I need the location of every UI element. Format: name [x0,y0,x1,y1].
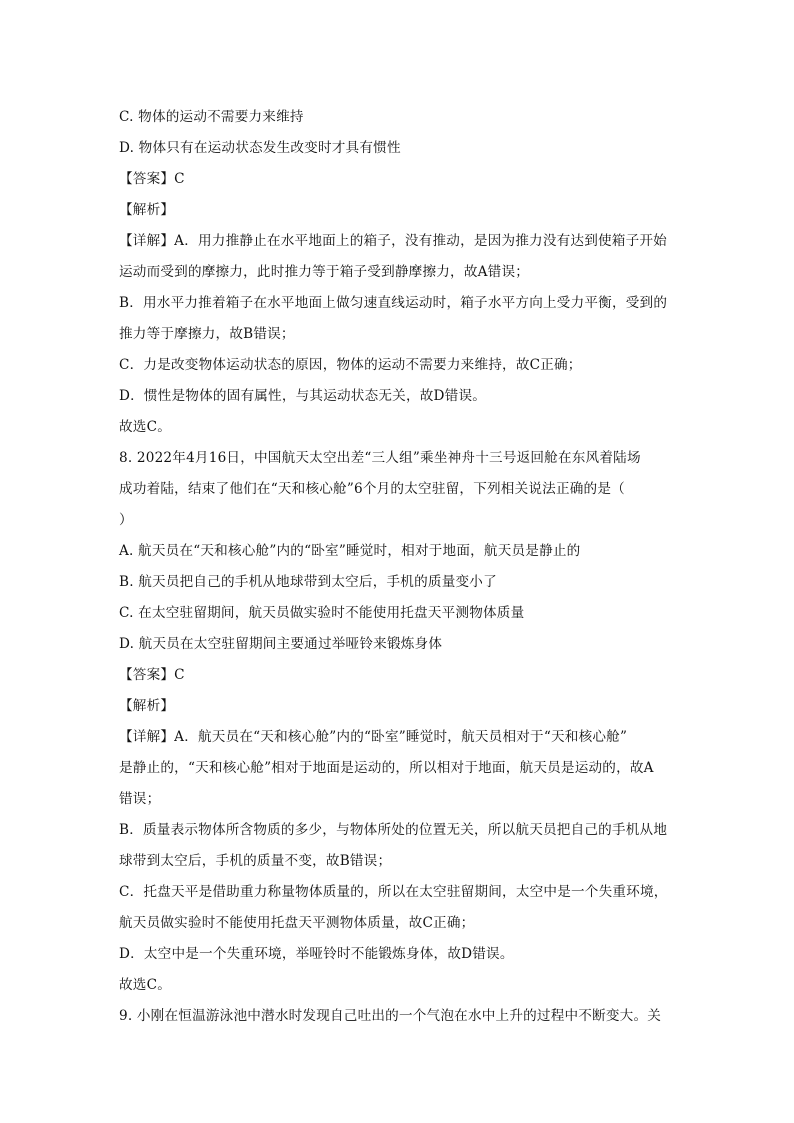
explanation-line: B．质量表示物体所含物质的多少，与物体所处的位置无关，所以航天员把自己的手机从地 [119,822,668,838]
explanation-line: 是静止的，“天和核心舱”相对于地面是运动的，所以相对于地面，航天员是运动的，故A [119,760,654,776]
explanation-line: 推力等于摩擦力，故B错误； [119,326,295,342]
question-8-line: 成功着陆，结束了他们在“天和核心舱”6个月的太空驻留，下列相关说法正确的是（ [119,481,625,497]
explanation-line: C．托盘天平是借助重力称量物体质量的，所以在太空驻留期间，太空中是一个失重环境， [119,884,668,900]
option-c-line: C. 物体的运动不需要力来维持 [119,109,304,125]
question-8-line: ） [119,512,133,528]
conclusion-line: 故选C。 [119,977,171,993]
question-8-line: 8. 2022年4月16日，中国航天太空出差“三人组”乘坐神舟十三号返回舱在东风着陆场 [119,450,641,466]
answer-line: 【答案】C [119,171,185,187]
analysis-heading: 【解析】 [119,202,175,218]
option-a-line: A. 航天员在“天和核心舱”内的“卧室”睡觉时，相对于地面，航天员是静止的 [119,543,581,559]
explanation-line: 【详解】A．用力推静止在水平地面上的箱子，没有推动，是因为推力没有达到使箱子开始 [119,233,667,249]
explanation-line: B．用水平力推着箱子在水平地面上做匀速直线运动时，箱子水平方向上受力平衡，受到的 [119,295,668,311]
option-b-line: B. 航天员把自己的手机从地球带到太空后，手机的质量变小了 [119,574,497,590]
explanation-line: D．惯性是物体的固有属性，与其运动状态无关，故D错误。 [119,388,487,404]
option-c-line: C. 在太空驻留期间，航天员做实验时不能使用托盘天平测物体质量 [119,605,525,621]
document-page [119,102,681,1032]
answer-line: 【答案】C [119,667,185,683]
explanation-line: D．太空中是一个失重环境，举哑铃时不能锻炼身体，故D错误。 [119,946,514,962]
option-d-line: D. 航天员在太空驻留期间主要通过举哑铃来锻炼身体 [119,636,443,652]
explanation-line: 运动而受到的摩擦力，此时推力等于箱子受到静摩擦力，故A错误； [119,264,530,280]
explanation-line: 【详解】A．航天员在“天和核心舱”内的“卧室”睡觉时，航天员相对于“天和核心舱” [119,729,628,745]
explanation-line: 航天员做实验时不能使用托盘天平测物体质量，故C正确； [119,915,475,931]
option-d-line: D. 物体只有在运动状态发生改变时才具有惯性 [119,140,401,156]
explanation-line: C．力是改变物体运动状态的原因，物体的运动不需要力来维持，故C正确； [119,357,582,373]
explanation-line: 错误； [119,791,161,807]
question-9-line: 9. 小刚在恒温游泳池中潜水时发现自己吐出的一个气泡在水中上升的过程中不断变大。关 [119,1008,662,1024]
conclusion-line: 故选C。 [119,419,171,435]
explanation-line: 球带到太空后，手机的质量不变，故B错误； [119,853,392,869]
analysis-heading: 【解析】 [119,698,175,714]
